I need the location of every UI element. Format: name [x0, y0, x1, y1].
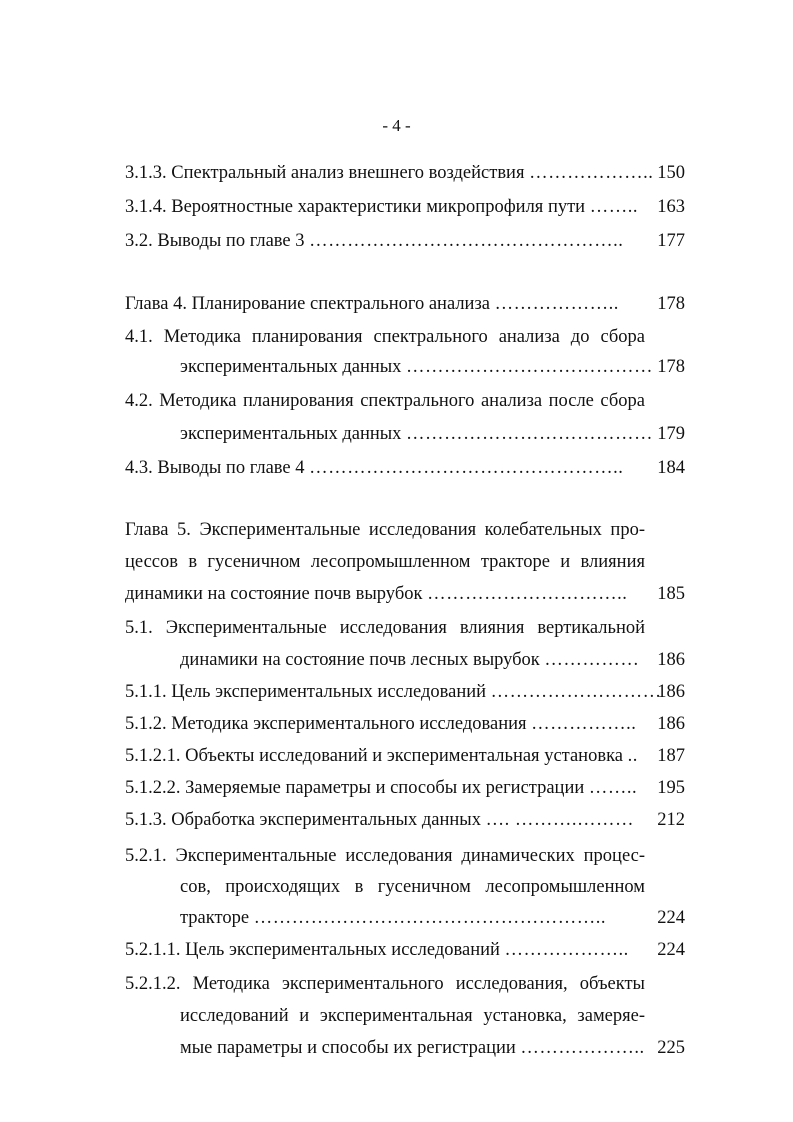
- toc-entry-title: динамики на состояние почв вырубок: [125, 584, 423, 604]
- toc-entry-page: 186: [657, 650, 685, 670]
- toc-chapter: [125, 291, 685, 317]
- toc-entry: [125, 775, 685, 801]
- toc-entry-line: 5.2.1.2. Методика экспериментального исследования, объекты: [125, 974, 645, 994]
- toc-entry: [125, 228, 685, 254]
- toc-entry-title: 4.3. Выводы по главе 4: [125, 458, 305, 478]
- toc-entry-title: 5.1.2. Методика экспериментального исследования: [125, 714, 527, 734]
- toc-entry-title: 5.2.1.1. Цель экспериментальных исследований: [125, 940, 500, 960]
- toc-entry-dots: ……..: [589, 197, 638, 217]
- toc-entry-page: 195: [657, 778, 685, 798]
- toc-entry-page: 225: [657, 1038, 685, 1058]
- toc-entry-line: сов, происходящих в гусеничном лесопромышленном: [180, 877, 645, 897]
- toc-entry-title: 5.1.1. Цель экспериментальных исследований: [125, 682, 487, 702]
- toc-chapter-line: цессов в гусеничном лесопромышленном тракторе и влияния: [125, 552, 645, 572]
- toc-entry-dots: ………………………………………………..: [253, 908, 606, 928]
- toc-entry-dots: ………………..: [494, 294, 619, 314]
- toc-entry-page: 224: [657, 908, 685, 928]
- toc-entry-page: 186: [657, 682, 685, 702]
- toc-entry-line: 5.1. Экспериментальные исследования влияния вертикальной: [125, 618, 645, 638]
- toc-chapter-line: Глава 5. Экспериментальные исследования колебательных про-: [125, 520, 645, 540]
- toc-entry-line: 4.1. Методика планирования спектрального анализа до сбора: [125, 327, 645, 347]
- toc-entry-line: 5.2.1. Экспериментальные исследования динамических процес-: [125, 846, 645, 866]
- toc-entry-page: 224: [657, 940, 685, 960]
- toc-entry: [180, 647, 685, 673]
- toc-entry-title: 3.2. Выводы по главе 3: [125, 231, 305, 251]
- toc-entry: [125, 807, 685, 833]
- toc-entry-dots: ………………………: [490, 682, 662, 702]
- toc-entry-dots: ………………..: [520, 1038, 645, 1058]
- toc-entry-title: 5.1.3. Обработка экспериментальных данных: [125, 810, 481, 830]
- toc-entry-title: Глава 4. Планирование спектрального анализа: [125, 294, 490, 314]
- toc-entry-page: 185: [657, 584, 685, 604]
- toc-entry-title: экспериментальных данных: [180, 357, 402, 377]
- toc-entry-dots: ……………..: [531, 714, 637, 734]
- toc-entry-dots: ………………..: [529, 163, 654, 183]
- toc-entry: [180, 905, 685, 931]
- toc-entry-page: 179: [657, 424, 685, 444]
- toc-entry: [180, 354, 685, 380]
- toc-entry-title: мые параметры и способы их регистрации: [180, 1038, 516, 1058]
- toc-entry-page: 177: [657, 231, 685, 251]
- toc-entry-dots: …………………………………………..: [309, 231, 624, 251]
- toc-entry-page: 184: [657, 458, 685, 478]
- toc-entry-page: 212: [657, 810, 685, 830]
- toc-entry-page: 178: [657, 294, 685, 314]
- toc-entry-dots: …………………………………………..: [309, 458, 624, 478]
- toc-entry-dots: ..: [627, 746, 638, 766]
- toc-entry-title: тракторе: [180, 908, 250, 928]
- toc-entry: [125, 743, 685, 769]
- toc-entry-dots: …………………………………: [406, 357, 654, 377]
- toc-entry-title: 5.1.2.1. Объекты исследований и экспериментальная установка: [125, 746, 623, 766]
- toc-entry-line: исследований и экспериментальная установка, замеряе-: [180, 1006, 645, 1026]
- toc-entry-title: 5.1.2.2. Замеряемые параметры и способы их регистрации: [125, 778, 585, 798]
- toc-entry-page: 150: [657, 163, 685, 183]
- toc-entry-dots: …………………………………: [406, 424, 654, 444]
- toc-entry: [180, 421, 685, 447]
- toc-entry-title: 3.1.4. Вероятностные характеристики микропрофиля пути: [125, 197, 586, 217]
- toc-entry-title: динамики на состояние почв лесных вырубок: [180, 650, 540, 670]
- toc-entry-dots: ……..: [588, 778, 638, 798]
- toc-entry-dots: ……………: [544, 650, 640, 670]
- toc-entry-dots: …………………………..: [427, 584, 628, 604]
- toc-entry-dots: …. ……….………: [485, 810, 634, 830]
- toc-entry: [125, 455, 685, 481]
- toc-entry-page: 178: [657, 357, 685, 377]
- toc-entry: [125, 937, 685, 963]
- toc-entry-page: 187: [657, 746, 685, 766]
- toc-chapter: [125, 581, 685, 607]
- toc-entry: [125, 711, 685, 737]
- toc-entry-title: 3.1.3. Спектральный анализ внешнего воздействия: [125, 163, 525, 183]
- toc-entry-page: 186: [657, 714, 685, 734]
- page-number: - 4 -: [382, 116, 411, 135]
- toc-entry-dots: ………………..: [504, 940, 629, 960]
- toc-entry: [125, 194, 685, 220]
- toc-entry: [180, 1035, 685, 1061]
- toc-entry-title: экспериментальных данных: [180, 424, 402, 444]
- toc-entry-line: 4.2. Методика планирования спектрального анализа после сбора: [125, 391, 645, 411]
- toc-entry-page: 163: [657, 197, 685, 217]
- toc-entry: [125, 679, 685, 705]
- toc-entry: [125, 160, 685, 186]
